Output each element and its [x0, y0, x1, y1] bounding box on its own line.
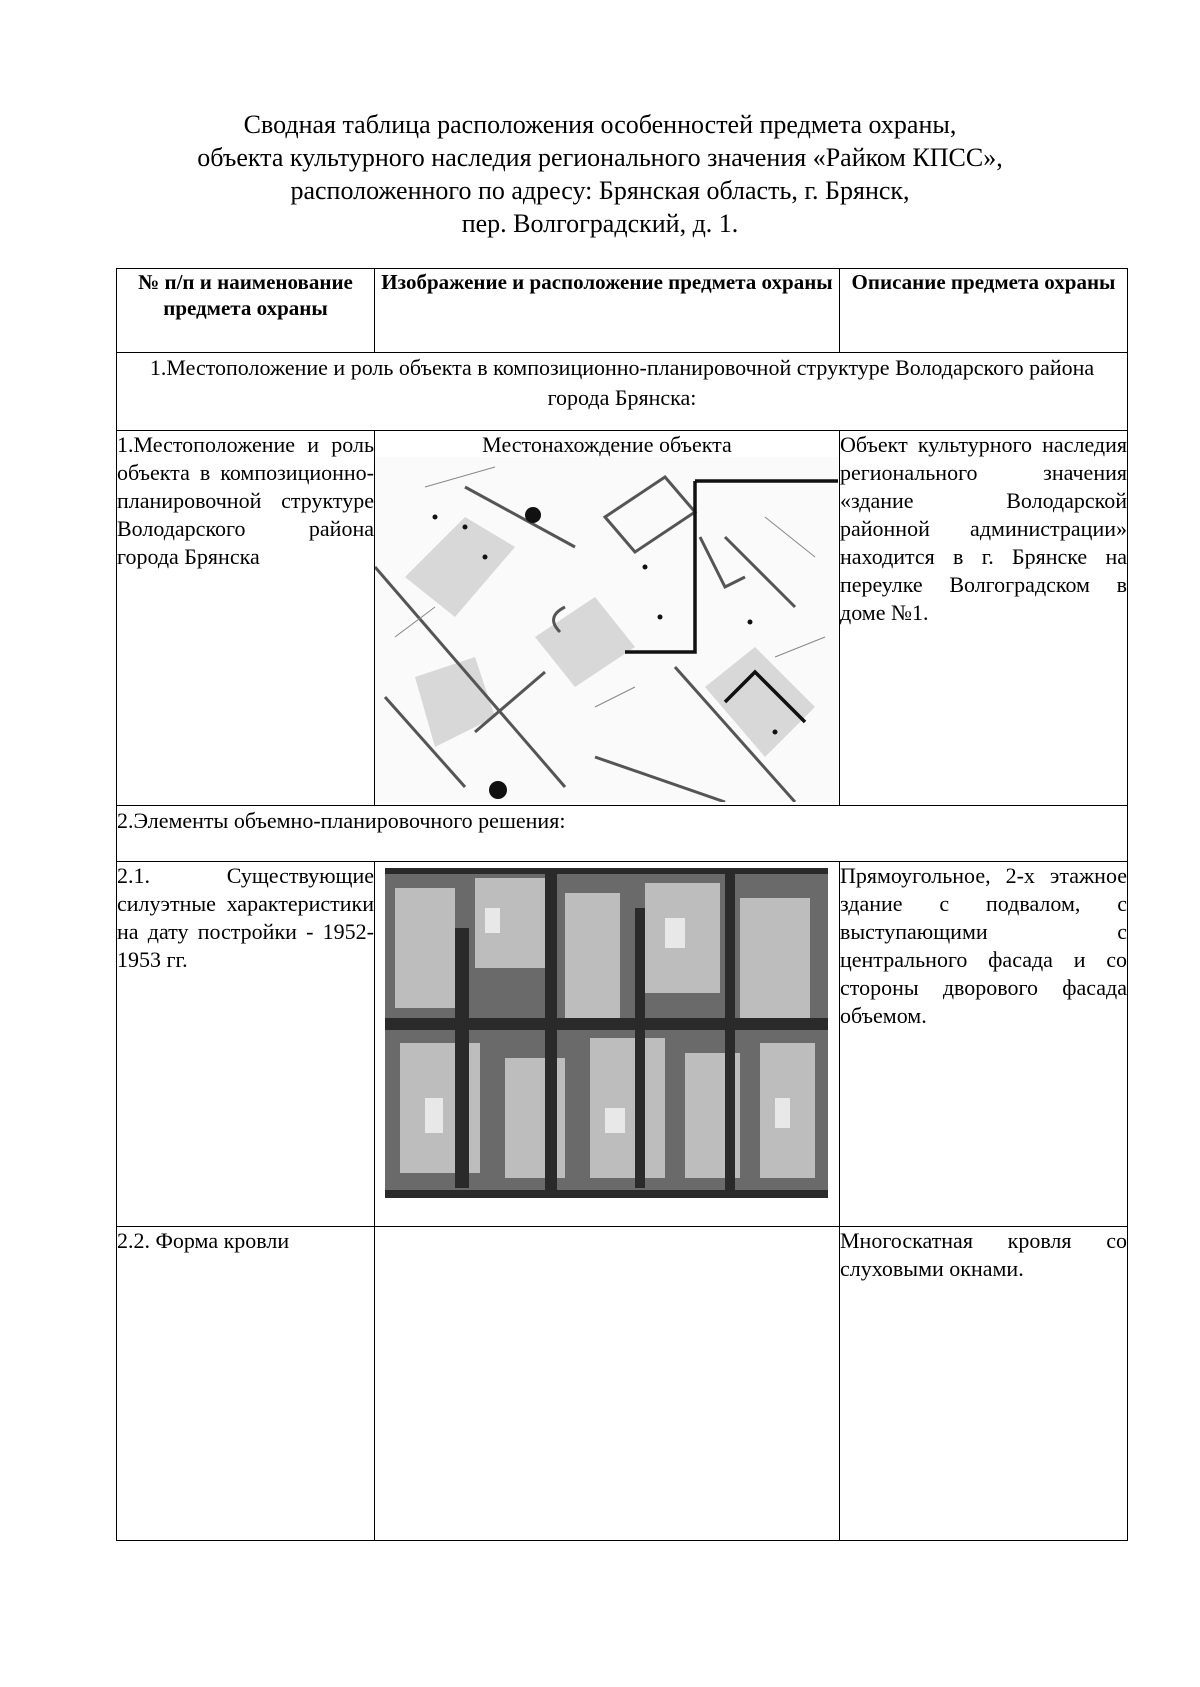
row2-name: 2.1. Существующие силуэтные характеристики на дату постройки - 1952-1953 гг.	[117, 862, 375, 1227]
section-1-heading: 1.Местоположение и роль объекта в композиционно-планировочной структуре Володарского района города Брянска:	[117, 353, 1128, 431]
section-row-1	[117, 353, 1128, 431]
row3-description: Многоскатная кровля со слуховыми окнами.	[840, 1227, 1128, 1541]
title-line-2: объекта культурного наследия регионального значения «Райком КПСС»,	[197, 143, 1003, 172]
header-description: Описание предмета охраны	[840, 269, 1128, 353]
location-map-image	[375, 457, 838, 802]
title-line-3: расположенного по адресу: Брянская область, г. Брянск,	[290, 176, 910, 205]
row1-name: 1.Местоположение и роль объекта в композиционно-планировочной структуре Володарского района города Брянска	[117, 431, 375, 806]
row1-image-cell	[375, 431, 840, 806]
document-title	[0, 108, 1200, 240]
title-line-4: пер. Волгоградский, д. 1.	[461, 209, 739, 238]
row1-description: Объект культурного наследия регионального значения «здание Володарской районной администрации» находится в г. Брянске на переулке Волгоградском в доме №1.	[840, 431, 1128, 806]
table-row	[117, 1227, 1128, 1541]
protection-table	[116, 268, 1128, 1541]
section-row-2	[117, 806, 1128, 862]
map-caption: Местонахождение объекта	[482, 432, 732, 457]
header-row	[117, 269, 1128, 353]
header-number-name: № п/п и наименование предмета охраны	[117, 269, 375, 353]
floor-plan-image	[385, 868, 828, 1198]
row2-image-cell	[375, 862, 840, 1227]
header-image: Изображение и расположение предмета охраны	[375, 269, 840, 353]
row3-name: 2.2. Форма кровли	[117, 1227, 375, 1541]
row2-description: Прямоугольное, 2-х этажное здание с подвалом, с выступающими с центрального фасада и со стороны дворового фасада объемом.	[840, 862, 1128, 1227]
section-2-heading: 2.Элементы объемно-планировочного решения:	[117, 806, 1128, 862]
table-row	[117, 431, 1128, 806]
title-line-1: Сводная таблица расположения особенностей предмета охраны,	[243, 110, 957, 139]
row3-image-cell	[375, 1227, 840, 1541]
table-row	[117, 862, 1128, 1227]
